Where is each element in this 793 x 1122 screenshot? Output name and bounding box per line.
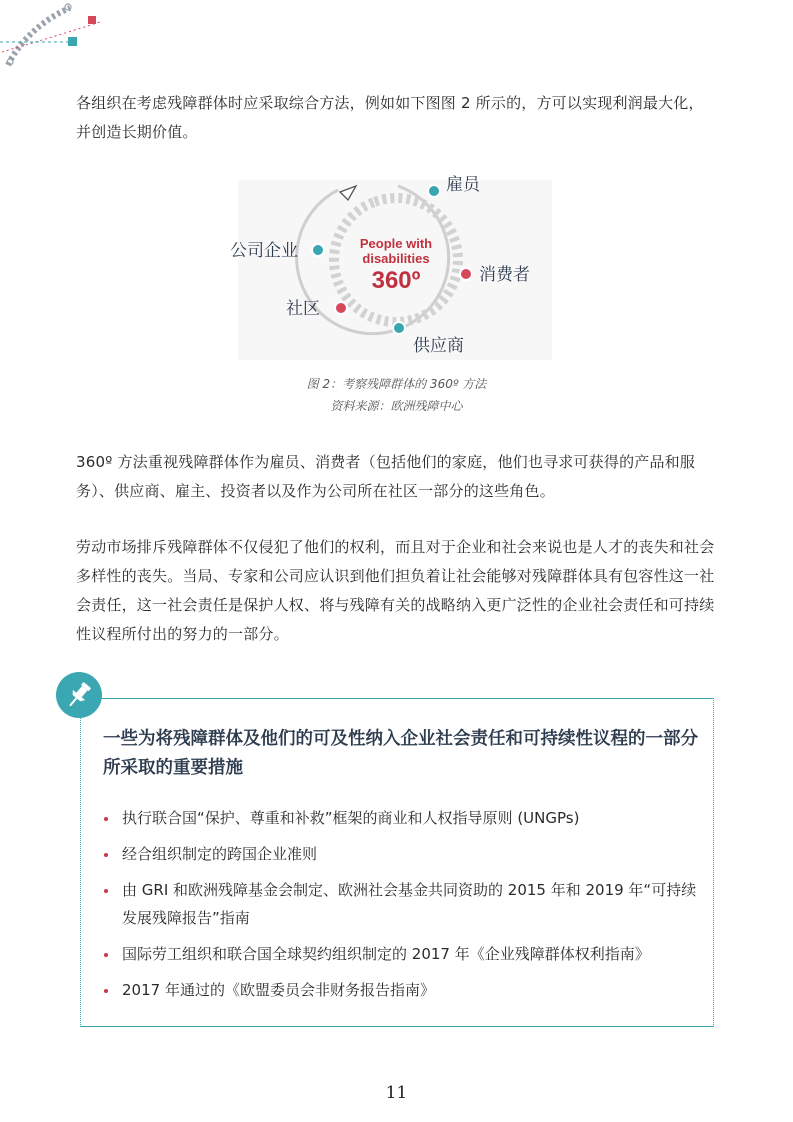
list-item: 2017 年通过的《欧盟委员会非财务报告指南》 (104, 976, 704, 1004)
corner-decoration (0, 0, 110, 75)
label-employee: 雇员 (446, 175, 480, 195)
box-title: 一些为将残障群体及他们的可及性纳入企业社会责任和可持续性议程的一部分所采取的重要措施 (103, 729, 698, 778)
360-degree-diagram (230, 175, 552, 360)
center-line1: People with (359, 236, 433, 251)
page-number: 11 (385, 1083, 408, 1103)
list-item: 由 GRI 和欧洲残障基金会制定、欧洲社会基金共同资助的 2015 年和 2019 年“可持续发展残障报告”指南 (104, 876, 704, 932)
list-item: 经合组织制定的跨国企业准则 (104, 840, 704, 868)
measures-list (104, 804, 704, 1012)
figure-caption: 图 2：考察残障群体的 360º 方法 (306, 377, 487, 391)
label-consumer: 消费者 (479, 265, 530, 285)
figure-source: 资料来源：欧洲残障中心 (330, 399, 463, 413)
bullet-icon (104, 953, 108, 957)
company-node (312, 244, 324, 256)
label-supplier: 供应商 (413, 336, 464, 356)
paragraph-labour-market: 劳动市场排斥残障群体不仅侵犯了他们的权利，而且对于企业和社会来说也是人才的丧失和社会多样性的丧失。当局、专家和公司应认识到他们担负着让社会能够对残障群体具有包容性这一社会责任，这一社会责任是保护人权、将与残障有关的战略纳入更广泛性的企业社会责任和可持续性议程所付出的努力的一部分。 (76, 538, 715, 643)
consumer-node (460, 268, 472, 280)
center-360: 360º (371, 267, 421, 294)
employee-node (428, 185, 440, 197)
paragraph-360-method: 360º 方法重视残障群体作为雇员、消费者（包括他们的家庭，他们也寻求可获得的产品和服务）、供应商、雇主、投资者以及作为公司所在社区一部分的这些角色。 (76, 453, 696, 500)
label-community: 社区 (286, 299, 320, 319)
bullet-icon (104, 817, 108, 821)
bullet-icon (104, 853, 108, 857)
center-line2: disabilities (362, 251, 430, 266)
supplier-node (393, 322, 405, 334)
pushpin-icon (56, 672, 102, 718)
bullet-icon (104, 889, 108, 893)
intro-paragraph: 各组织在考虑残障群体时应采取综合方法，例如如下图图 2 所示的，方可以实现利润最大化，并创造长期价值。 (76, 94, 704, 141)
community-node (335, 302, 347, 314)
label-company: 公司企业 (230, 241, 298, 261)
list-item: 国际劳工组织和联合国全球契约组织制定的 2017 年《企业残障群体权利指南》 (104, 940, 704, 968)
list-item: 执行联合国“保护、尊重和补救”框架的商业和人权指导原则 (UNGPs) (104, 804, 704, 832)
bullet-icon (104, 989, 108, 993)
